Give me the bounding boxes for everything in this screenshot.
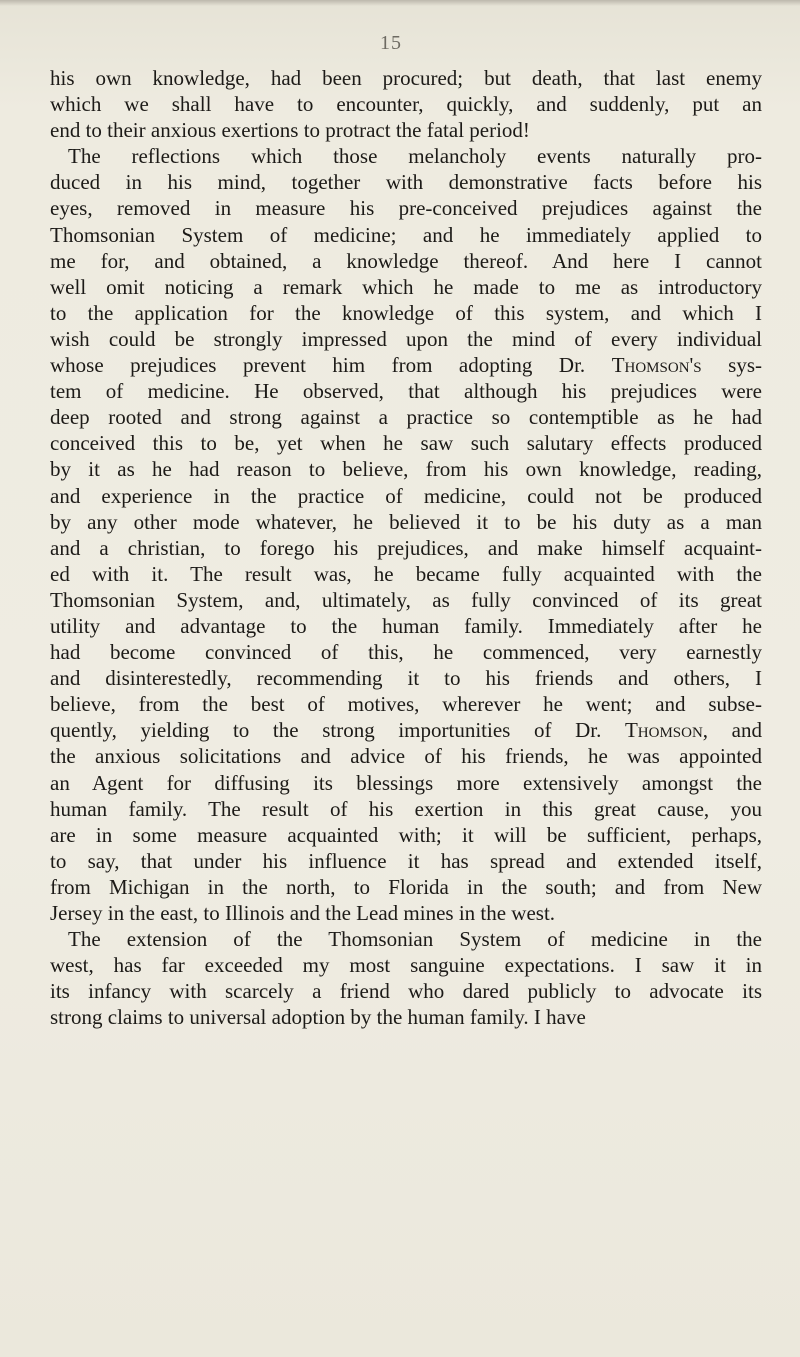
text-line: deep rooted and strong against a practice so contemptible as he had [50, 405, 762, 430]
text-line: believe, from the best of motives, wherever he went; and subse- [50, 692, 762, 717]
text-line: utility and advantage to the human family. Immediately after he [50, 613, 762, 638]
text-line: which we shall have to encounter, quickly, and suddenly, put an [50, 92, 762, 117]
text-line: to the application for the knowledge of this system, and which I [50, 300, 762, 325]
text-line: The extension of the Thomsonian System of medicine in the [68, 927, 762, 952]
text-line: end to their anxious exertions to protract the fatal period! [50, 118, 530, 143]
text-line: by any other mode whatever, he believed it to be his duty as a man [50, 509, 762, 534]
text-line: well omit noticing a remark which he made to me as introductory [50, 274, 762, 299]
text-line: its infancy with scarcely a friend who dared publicly to advocate its [50, 979, 762, 1004]
text-line: by it as he had reason to believe, from his own knowledge, reading, [50, 457, 762, 482]
text-line: wish could be strongly impressed upon the mind of every individual [50, 326, 762, 351]
text-line: duced in his mind, together with demonstrative facts before his [50, 170, 762, 195]
text-line: Thomsonian System of medicine; and he immediately applied to [50, 222, 762, 247]
text-line: whose prejudices prevent him from adopting Dr. Thomson's sys- [50, 353, 762, 378]
text-line: conceived this to be, yet when he saw such salutary effects produced [50, 431, 762, 456]
text-line: from Michigan in the north, to Florida in the south; and from New [50, 874, 762, 899]
text-line: tem of medicine. He observed, that although his prejudices were [50, 379, 762, 404]
text-line: strong claims to universal adoption by the human family. I have [50, 1005, 586, 1030]
text-line: and experience in the practice of medicine, could not be produced [50, 483, 762, 508]
text-line: Jersey in the east, to Illinois and the Lead mines in the west. [50, 901, 556, 925]
text-line: west, has far exceeded my most sanguine expectations. I saw it in [50, 953, 762, 978]
text-line: an Agent for diffusing its blessings more extensively amongst the [50, 770, 762, 795]
page-number: 15 [380, 32, 402, 54]
text-line: had become convinced of this, he commenced, very earnestly [50, 640, 762, 665]
text-line: the anxious solicitations and advice of his friends, he was appointed [50, 744, 762, 769]
text-line: me for, and obtained, a knowledge thereof. And here I cannot [50, 248, 762, 273]
text-line: are in some measure acquainted with; it will be sufficient, perhaps, [50, 822, 762, 847]
page-top-shadow [0, 0, 800, 6]
body-text [50, 65, 762, 1030]
text-line: eyes, removed in measure his pre-conceived prejudices against the [50, 196, 762, 221]
text-line: and a christian, to forego his prejudices, and make himself acquaint- [50, 535, 762, 560]
text-line: quently, yielding to the strong importunities of Dr. Thomson, and [50, 718, 762, 743]
text-line: Thomsonian System, and, ultimately, as fully convinced of its great [50, 587, 762, 612]
text-line: ed with it. The result was, he became fully acquainted with the [50, 561, 762, 586]
text-line: his own knowledge, had been procured; but death, that last enemy [50, 66, 762, 90]
text-line: to say, that under his influence it has spread and extended itself, [50, 848, 762, 873]
text-line: The reflections which those melancholy events naturally pro- [68, 144, 762, 169]
text-line: and disinterestedly, recommending it to his friends and others, I [50, 666, 762, 691]
text-line: human family. The result of his exertion in this great cause, you [50, 796, 762, 821]
